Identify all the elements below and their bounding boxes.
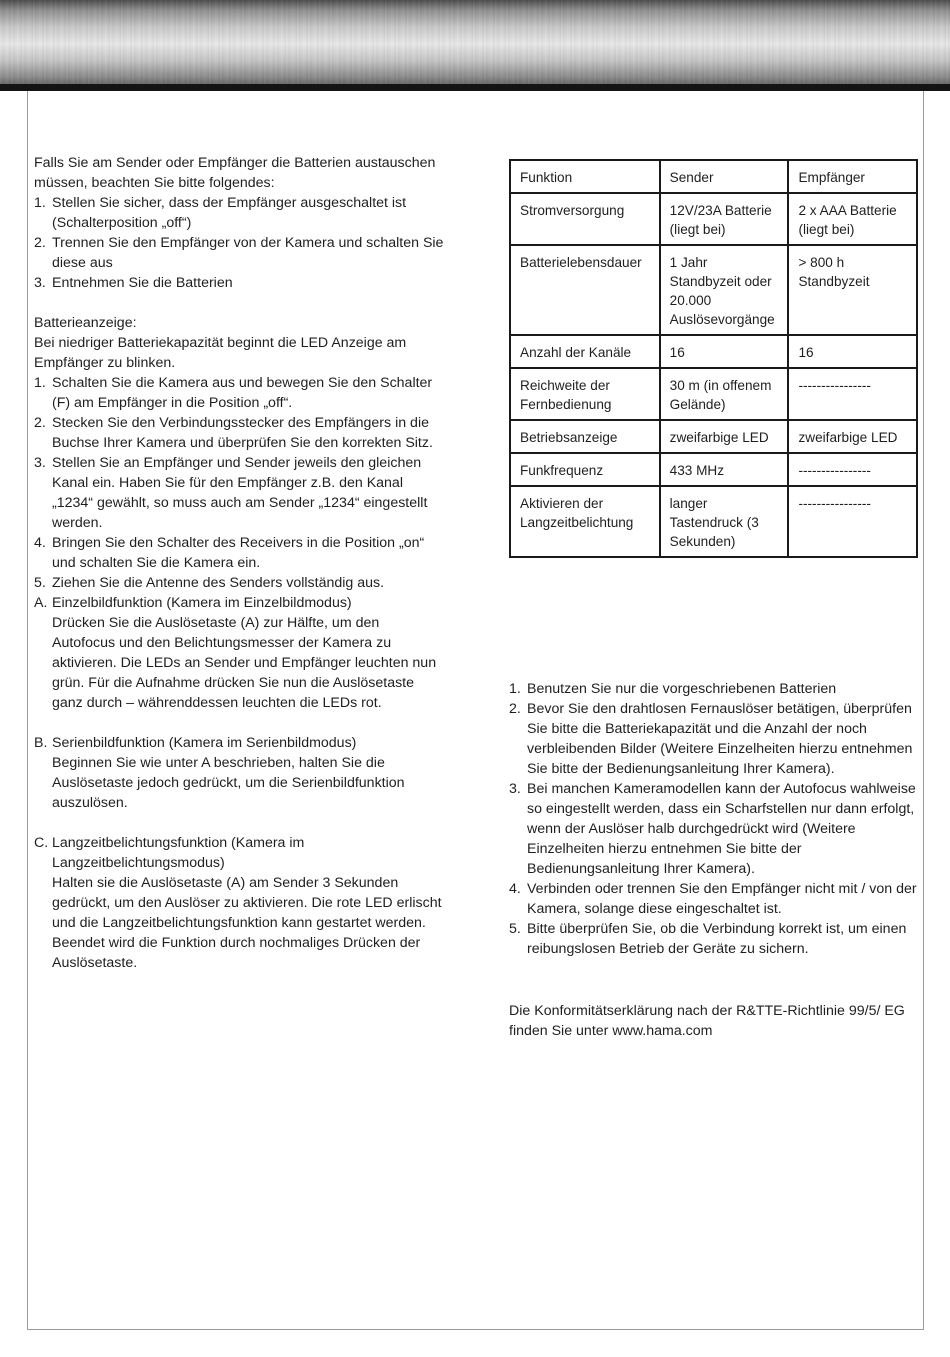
table-cell: Batterielebensdauer [510,245,660,335]
table-header-cell: Sender [660,160,789,193]
table-cell: Funkfrequenz [510,453,660,486]
list-item: 1. Stellen Sie sicher, dass der Empfänger ausgeschaltet ist (Schalterposition „off“) [34,195,407,231]
header-band [0,0,950,84]
table-cell: > 800 h Standbyzeit [788,245,917,335]
function-mode-title: Einzelbildfunktion (Kamera im Einzelbildmodus) [52,595,352,611]
function-mode-a: A. Einzelbildfunktion (Kamera im Einzelbildmodus) Drücken Sie die Auslösetaste (A) zur Hälfte, um den Autofocus und den Belichtungsmesser der Kamera zu aktivieren. Die LEDs an Sender und Empfänger leuchten nun grün. Für die Aufnahme drücken Sie nun die Auslösetaste ganz durch – währenddessen leuchten die LEDs rot. [34,593,444,713]
notes-list [509,679,919,959]
table-cell: zweifarbige LED [788,420,917,453]
table-cell: zweifarbige LED [660,420,789,453]
conformity-section [509,1001,919,1041]
function-mode-b: B. Serienbildfunktion (Kamera im Serienbildmodus) Beginnen Sie wie unter A beschrieben, halten Sie die Auslösetaste jedoch gedrückt, um die Serienbildfunktion auszulösen. [34,733,444,813]
list-item: 2. Trennen Sie den Empfänger von der Kamera und schalten Sie diese aus [34,235,444,271]
table-row [510,486,917,557]
function-mode-c: C. Langzeitbelichtungsfunktion (Kamera im Langzeitbelichtungsmodus) Halten sie die Auslösetaste (A) am Sender 3 Sekunden gedrückt, um den Auslöser zu aktivieren. Die rote LED erlischt und die Langzeitbelichtungsfunktion kann gestartet werden. Beendet wird die Funktion durch nochmaliges Drücken der Auslösetaste. [34,833,444,973]
table-header-row [510,160,917,193]
battery-change-section [34,153,444,373]
header-rule [0,84,950,91]
table-cell: Reichweite der Fernbedienung [510,368,660,420]
list-item: 2. Bevor Sie den drahtlosen Fernauslöser betätigen, überprüfen Sie bitte die Batteriekapazität und die Anzahl der noch verbleibenden Bilder (Weitere Einzelheiten hierzu entnehmen Sie bitte der Bedienungsanleitung Ihrer Kamera). [509,701,913,777]
table-row [510,335,917,368]
list-item: 4. Verbinden oder trennen Sie den Empfänger nicht mit / von der Kamera, solange diese eingeschaltet ist. [509,881,917,917]
table-cell: 433 MHz [660,453,789,486]
list-item: 3. Stellen Sie an Empfänger und Sender jeweils den gleichen Kanal ein. Haben Sie für den Empfänger z.B. den Kanal „1234“ gewählt, so muss auch am Sender „1234“ eingestellt werden. [34,455,428,531]
battery-change-steps [34,193,444,293]
table-row [510,368,917,420]
table-cell: 12V/23A Batterie (liegt bei) [660,193,789,245]
table-cell: 30 m (in offenem Gelände) [660,368,789,420]
list-item: 1. Benutzen Sie nur die vorgeschriebenen Batterien [509,681,837,697]
setup-steps [34,373,444,593]
table-cell: langer Tastendruck (3 Sekunden) [660,486,789,557]
list-item: 5. Bitte überprüfen Sie, ob die Verbindung korrekt ist, um einen reibungslosen Betrieb der Geräte zu sichern. [509,921,907,957]
spec-table [509,159,918,558]
table-cell: 16 [660,335,789,368]
table-row [510,245,917,335]
table-row [510,420,917,453]
list-item: 4. Bringen Sie den Schalter des Receivers in die Position „on“ und schalten Sie die Kamera ein. [34,535,425,571]
table-header-cell: Funktion [510,160,660,193]
list-item: 3. Entnehmen Sie die Batterien [34,275,233,291]
table-cell: Stromversorgung [510,193,660,245]
table-cell: ---------------- [788,453,917,486]
function-mode-text: Halten sie die Auslösetaste (A) am Sender 3 Sekunden gedrückt, um den Auslöser zu aktivieren. Die rote LED erlischt und die Langzeitbelichtungsfunktion kann gestartet werden. Beendet wird die Funktion durch nochmaliges Drücken der Auslösetaste. [52,875,442,971]
list-item: 5. Ziehen Sie die Antenne des Senders vollständig aus. [34,575,385,591]
function-mode-title: Langzeitbelichtungsfunktion (Kamera im Langzeitbelichtungsmodus) [52,835,305,871]
notes-section [509,679,919,959]
list-item: 3. Bei manchen Kameramodellen kann der Autofocus wahlweise so eingestellt werden, dass ein Scharfstellen nur dann erfolgt, wenn der Auslöser halb durchgedrückt wird (Weitere Einzelheiten hierzu entnehmen Sie bitte der Bedienungsanleitung Ihrer Kamera). [509,781,916,877]
list-item: 2. Stecken Sie den Verbindungsstecker des Empfängers in die Buchse Ihrer Kamera und überprüfen Sie den korrekten Sitz. [34,415,433,451]
left-column [34,153,444,973]
table-cell: 2 x AAA Batterie (liegt bei) [788,193,917,245]
battery-indicator-text: Bei niedriger Batteriekapazität beginnt die LED Anzeige am Empfänger zu blinken. [34,335,407,371]
table-cell: ---------------- [788,486,917,557]
table-cell: 16 [788,335,917,368]
table-cell: Betriebsanzeige [510,420,660,453]
table-cell: Aktivieren der Langzeitbelichtung [510,486,660,557]
function-mode-title: Serienbildfunktion (Kamera im Serienbildmodus) [52,735,357,751]
battery-change-intro: Falls Sie am Sender oder Empfänger die Batterien austauschen müssen, beachten Sie bitte folgendes: [34,155,436,191]
table-row [510,453,917,486]
table-cell: Anzahl der Kanäle [510,335,660,368]
function-mode-text: Beginnen Sie wie unter A beschrieben, halten Sie die Auslösetaste jedoch gedrückt, um die Serienbildfunktion auszulösen. [52,755,405,811]
table-cell: 1 Jahr Standbyzeit oder 20.000 Auslösevorgänge [660,245,789,335]
list-item: 1. Schalten Sie die Kamera aus und bewegen Sie den Schalter (F) am Empfänger in die Position „off“. [34,375,433,411]
battery-indicator-label: Batterieanzeige: [34,315,137,331]
table-cell: ---------------- [788,368,917,420]
table-row [510,193,917,245]
function-modes [34,593,444,973]
conformity-statement: Die Konformitätserklärung nach der R&TTE-Richtlinie 99/5/ EG finden Sie unter www.hama.com [509,1003,905,1039]
function-mode-text: Drücken Sie die Auslösetaste (A) zur Hälfte, um den Autofocus und den Belichtungsmesser der Kamera zu aktivieren. Die LEDs an Sender und Empfänger leuchten nun grün. Für die Aufnahme drücken Sie nun die Auslösetaste ganz durch – währenddessen leuchten die LEDs rot. [52,615,437,711]
table-header-cell: Empfänger [788,160,917,193]
